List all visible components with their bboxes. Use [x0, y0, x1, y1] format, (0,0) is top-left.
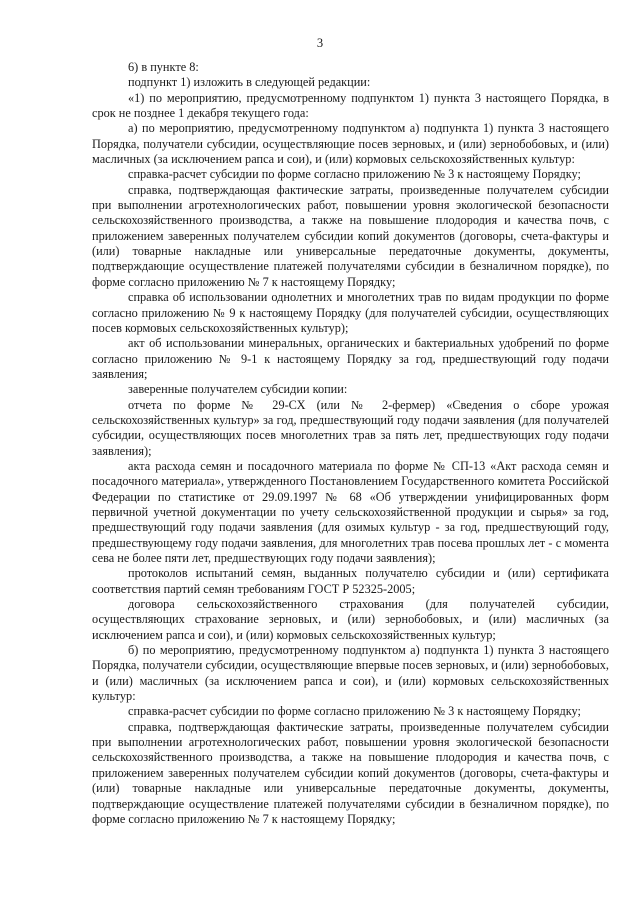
paragraph: справка-расчет субсидии по форме согласно приложению № 3 к настоящему Порядку; — [128, 704, 581, 719]
paragraph: «1) по мероприятию, предусмотренному подпунктом 1) пункта 3 настоящего Порядка, в срок не позднее 1 декабря текущего года: — [92, 90, 609, 121]
paragraph: справка об использовании однолетних и многолетних трав по видам продукции по форме согласно приложению № 9 к настоящему Порядку (для получателей субсидии, осуществляющих посев кормовых сельскохозяйственных культур); — [92, 290, 609, 335]
paragraph: б) по мероприятию, предусмотренному подпунктом а) подпункта 1) пункта 3 настоящего Порядка, получатели субсидии, осуществляющие впервые посев зерновых, и (или) зернобобовых, и (или) масличных (за исключением рапса и сои), и (или) кормовых сельскохозяйственных культур: — [92, 643, 609, 704]
paragraph: акт об использовании минеральных, органических и бактериальных удобрений по форме согласно приложению № 9-1 к настоящему Порядку за год, предшествующий году подачи заявления; — [92, 336, 609, 381]
document-body — [92, 60, 609, 827]
paragraph: заверенные получателем субсидии копии: — [128, 382, 348, 397]
paragraph: договора сельскохозяйственного страхования (для получателей субсидии, осуществляющих страхование зерновых, и (или) зернобобовых, и (или) масличных (за исключением рапса и сои), и (или) кормовых сельскохозяйственных культур; — [92, 597, 609, 642]
paragraph: отчета по форме № 29-СХ (или № 2-фермер) «Сведения о сборе урожая сельскохозяйственных культур» за год, предшествующий году подачи заявления (для получателей субсидии, осуществляющих посев многолетних трав за пять лет, предшествующих году подачи заявления); — [92, 397, 609, 458]
paragraph: подпункт 1) изложить в следующей редакции: — [128, 75, 371, 90]
paragraph: справка, подтверждающая фактические затраты, произведенные получателем субсидии при выполнении агротехнологических работ, повышении уровня экологической безопасности сельскохозяйственного производства, а также на повышение плодородия и качества почв, с приложением заверенных получателем субсидии копий документов (договоры, счета-фактуры и (или) товарные накладные или универсальные передаточные документы, документы, подтверждающие осуществление платежей получателями субсидии в безналичном порядке), по форме согласно приложению № 7 к настоящему Порядку; — [92, 182, 609, 289]
paragraph: справка, подтверждающая фактические затраты, произведенные получателем субсидии при выполнении агротехнологических работ, повышении уровня экологической безопасности сельскохозяйственного производства, а также на повышение плодородия и качества почв, с приложением заверенных получателем субсидии копий документов (договоры, счета-фактуры и (или) товарные накладные или универсальные передаточные документы, документы, подтверждающие осуществление платежей получателями субсидии в безналичном порядке), по форме согласно приложению № 7 к настоящему Порядку; — [92, 719, 609, 826]
paragraph: а) по мероприятию, предусмотренному подпунктом а) подпункта 1) пункта 3 настоящего Порядка, получатели субсидии, осуществляющие посев зерновых, и (или) зернобобовых, и (или) масличных (за исключением рапса и сои), и (или) кормовых сельскохозяйственных культур: — [92, 121, 609, 167]
paragraph: 6) в пункте 8: — [128, 60, 199, 74]
paragraph: акта расхода семян и посадочного материала по форме № СП-13 «Акт расхода семян и посадочного материала», утвержденного Постановлением Государственного комитета Российской Федерации по статистике от 29.09.1997 № 68 «Об утверждении унифицированных форм первичной учетной документации по учету сельскохозяйственной продукции и сырья» за год, предшествующий году подачи заявления (для озимых культур - за год, предшествующий году, предшествующему году подачи заявления, для многолетних трав посева прошлых лет - с момента сева не более пяти лет, предшествующих году подачи заявления); — [92, 458, 609, 565]
page-number: 3 — [316, 36, 324, 50]
paragraph: справка-расчет субсидии по форме согласно приложению № 3 к настоящему Порядку; — [128, 167, 581, 182]
paragraph: протоколов испытаний семян, выданных получателю субсидии и (или) сертификата соответствия партий семян требованиям ГОСТ Р 52325-2005; — [92, 566, 609, 596]
